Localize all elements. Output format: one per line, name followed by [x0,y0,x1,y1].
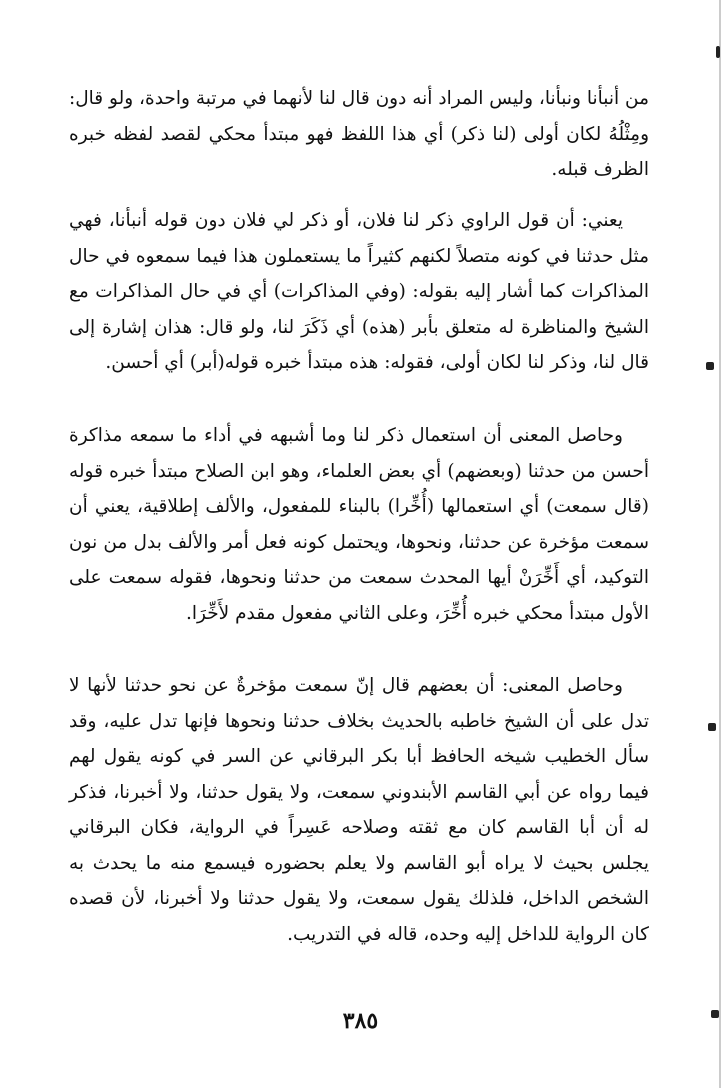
paragraph-text: وحاصل المعنى: أن بعضهم قال إنّ سمعت مؤخرةٌ عن نحو حدثنا لأنها لا تدل على أن الشيخ خاطبه بالحديث بخلاف حدثنا ونحوها فإنها تدل عليه، وقد سأل الخطيب شيخه الحافظ أبا بكر البرقاني عن السر في كونه يقول لهم فيما رواه عن أبي القاسم الأبندوني سمعت، ولا يقول حدثنا، ولا أخبرنا، فذكر له أن أبا القاسم كان مع ثقته وصلاحه عَسِراً في الرواية، فكان البرقاني يجلس بحيث لا يراه أبو القاسم ولا يعلم بحضوره فيسمع منه ما يحدث به الشخص الداخل، فلذلك يقول سمعت، ولا يقول حدثنا ولا أخبرنا، لأن قصده كان الرواية للداخل إليه وحده، قاله في التدريب. [69,675,649,945]
paragraph [69,203,649,381]
paragraph-text: من أنبأنا ونبأنا، وليس المراد أنه دون قال لنا لأنهما في مرتبة واحدة، ولو قال: ومِثْلُهُ لكان أولى (لنا ذكر) أي هذا اللفظ فهو مبتدأ محكي لقصد لفظه خبره الظرف قبله. [69,88,649,180]
paragraph-text: وحاصل المعنى أن استعمال ذكر لنا وما أشبهه في أداء ما سمعه مذاكرة أحسن من حدثنا (وبعضهم) أي بعض العلماء، وهو ابن الصلاح مبتدأ خبره قوله (قال سمعت) أي استعمالها (أُخِّرا) بالبناء للمفعول، والألف إطلاقية، يعني أن سمعت مؤخرة عن حدثنا، ونحوها، ويحتمل كونه فعل أمر والألف بدل من نون التوكيد، أي أَخِّرَنْ أيها المحدث سمعت من حدثنا ونحوها، فقوله سمعت على الأول مبتدأ محكي خبره أُخِّرَ، وعلى الثاني مفعول مقدم لأَخِّرَا. [69,425,649,624]
paragraph [69,668,649,952]
scan-edge-mark [716,46,720,58]
paragraph [69,418,649,631]
page-number: ٣٨٥ [342,1008,379,1034]
scan-edge-mark [708,723,716,731]
paragraph-text: يعني: أن قول الراوي ذكر لنا فلان، أو ذكر لي فلان دون قوله أنبأنا، فهي مثل حدثنا في كونه متصلاً لكنهم كثيراً ما يستعملون هذا فيما سمعوه في حال المذاكرات كما أشار إليه بقوله: (وفي المذاكرات) أي في حال المذاكرات مع الشيخ والمناظرة له متعلق بأبر (هذه) أي ذَكَرَ لنا، ولو قال: هذان إشارة إلى قال لنا، وذكر لنا لكان أولى، فقوله: هذه مبتدأ خبره قوله(أبر) أي أحسن. [69,210,649,373]
scan-edge-mark [706,362,714,370]
paragraph-continuation [69,81,649,188]
